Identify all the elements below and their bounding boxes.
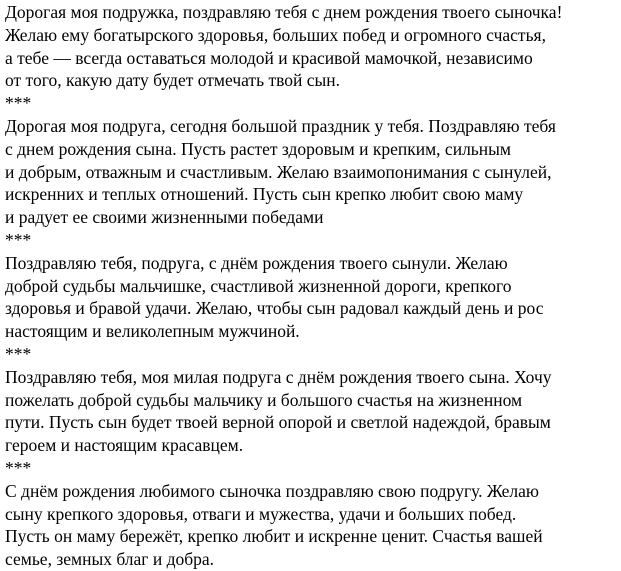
greeting-2-line-2: с днем рождения сына. Пусть растет здоровым и крепким, сильным [5, 138, 511, 159]
greeting-4-line-2: пожелать доброй судьбы мальчику и большого счастья на жизненном [5, 389, 523, 410]
greeting-3-line-4: настоящим и великолепным мужчиной. [5, 321, 300, 342]
greeting-2-line-1: Дорогая моя подруга, сегодня большой праздник у тебя. Поздравляю тебя [5, 115, 556, 136]
greeting-5-line-3: Пусть он маму бережёт, крепко любит и искренне ценит. Счастья вашей [5, 526, 543, 547]
greeting-4-line-3: пути. Пусть сын будет твоей верной опорой и светлой надеждой, бравым [5, 412, 551, 433]
greeting-1-line-4: от того, какую дату будет отмечать твой сын. [5, 70, 340, 91]
greeting-5-line-4: семье, земных благ и добра. [5, 549, 215, 570]
separator-2: *** [5, 229, 32, 250]
greeting-1-line-2: Желаю ему богатырского здоровья, больших побед и огромного счастья, [5, 24, 546, 45]
greeting-3-line-3: здоровья и бравой удачи. Желаю, чтобы сын радовал каждый день и рос [5, 298, 544, 319]
separator-3: *** [5, 343, 32, 364]
greeting-2-line-3: и добрым, отважным и счастливым. Желаю взаимопонимания с сынулей, [5, 161, 552, 182]
greeting-4-line-1: Поздравляю тебя, моя милая подруга с днём рождения твоего сына. Хочу [5, 366, 552, 387]
greeting-5-line-1: С днём рождения любимого сыночка поздравляю свою подругу. Желаю [5, 480, 539, 501]
greeting-1-line-3: а тебе — всегда оставаться молодой и красивой мамочкой, независимо [5, 47, 533, 68]
greeting-2-line-4: искренних и теплых отношений. Пусть сын крепко любит свою маму [5, 184, 524, 205]
separator-4: *** [5, 457, 32, 478]
greeting-2-line-5: и радует ее своими жизненными победами [5, 207, 324, 228]
greeting-1-line-1: Дорогая моя подружка, поздравляю тебя с днем рождения твоего сыночка! [5, 2, 563, 22]
greeting-3-line-2: доброй судьбы мальчишке, счастливой жизненной дороги, крепкого [5, 275, 512, 296]
greeting-3-line-1: Поздравляю тебя, подруга, с днём рождения твоего сынули. Желаю [5, 252, 508, 273]
greeting-5-line-2: сыну крепкого здоровья, отваги и мужества, удачи и больших побед. [5, 503, 517, 524]
greeting-4-line-4: героем и настоящим красавцем. [5, 435, 244, 456]
separator-1: *** [5, 93, 32, 114]
